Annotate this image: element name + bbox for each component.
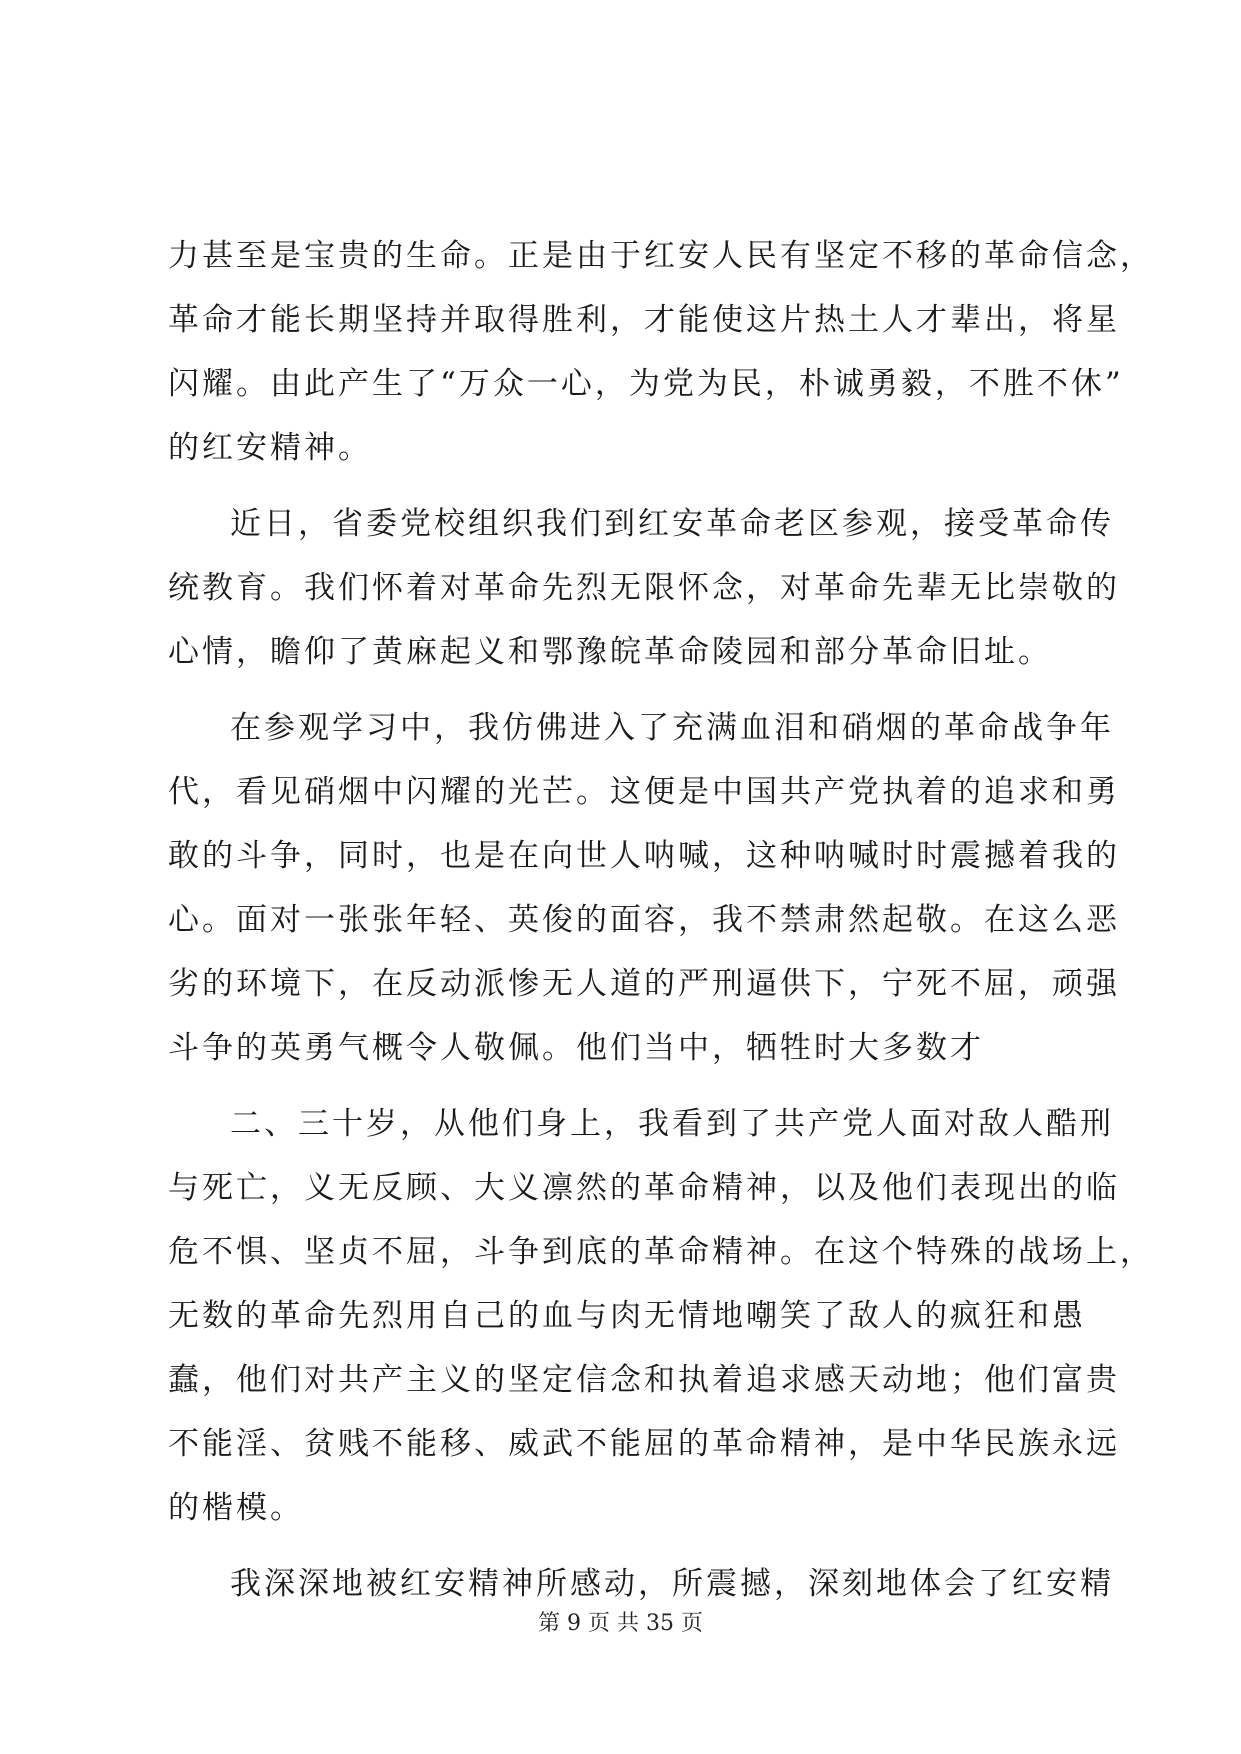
text-line: 心情，瞻仰了黄麻起义和鄂豫皖革命陵园和部分革命旧址。 bbox=[168, 634, 1052, 670]
text-line: 统教育。我们怀着对革命先烈无限怀念，对革命先辈无比崇敬的 bbox=[168, 570, 1120, 606]
text-line: 闪耀。由此产生了“万众一心，为党为民，朴诚勇毅，不胜不休” bbox=[168, 366, 1124, 402]
text-line: 革命才能长期坚持并取得胜利，才能使这片热土人才辈出，将星 bbox=[168, 302, 1120, 338]
text-line: 的红安精神。 bbox=[168, 430, 372, 466]
text-line: 不能淫、贫贱不能移、威武不能屈的革命精神，是中华民族永远 bbox=[168, 1426, 1120, 1462]
text-line: 代，看见硝烟中闪耀的光芒。这便是中国共产党执着的追求和勇 bbox=[168, 774, 1120, 810]
paragraph-gap bbox=[168, 480, 1088, 492]
document-body bbox=[168, 224, 1154, 1616]
text-line: 力甚至是宝贵的生命。正是由于红安人民有坚定不移的革命信念， bbox=[168, 238, 1154, 274]
page-number-footer: 第 9 页 共 35 页 bbox=[538, 1611, 703, 1636]
text-line: 无数的革命先烈用自己的血与肉无情地嘲笑了敌人的疯狂和愚 bbox=[168, 1298, 1086, 1334]
text-line: 二、三十岁，从他们身上，我看到了共产党人面对敌人酷刑 bbox=[230, 1106, 1114, 1142]
text-line: 斗争的英勇气概令人敬佩。他们当中，牺牲时大多数才 bbox=[168, 1030, 984, 1066]
text-line: 近日，省委党校组织我们到红安革命老区参观，接受革命传 bbox=[230, 506, 1114, 542]
text-line: 心。面对一张张年轻、英俊的面容，我不禁肃然起敬。在这么恶 bbox=[168, 902, 1120, 938]
text-line: 蠢，他们对共产主义的坚定信念和执着追求感天动地；他们富贵 bbox=[168, 1362, 1120, 1398]
text-line: 危不惧、坚贞不屈，斗争到底的革命精神。在这个特殊的战场上， bbox=[168, 1234, 1154, 1270]
text-line: 我深深地被红安精神所感动，所震撼，深刻地体会了红安精 bbox=[230, 1566, 1114, 1602]
text-line: 在参观学习中，我仿佛进入了充满血泪和硝烟的革命战争年 bbox=[230, 710, 1114, 746]
paragraph-gap bbox=[168, 684, 1088, 696]
paragraph-gap bbox=[168, 1540, 1088, 1552]
paragraph-gap bbox=[168, 1080, 1088, 1092]
text-line: 的楷模。 bbox=[168, 1490, 304, 1526]
text-line: 劣的环境下，在反动派惨无人道的严刑逼供下，宁死不屈，顽强 bbox=[168, 966, 1120, 1002]
text-line: 敢的斗争，同时，也是在向世人呐喊，这种呐喊时时震撼着我的 bbox=[168, 838, 1120, 874]
text-line: 与死亡，义无反顾、大义凛然的革命精神，以及他们表现出的临 bbox=[168, 1170, 1120, 1206]
